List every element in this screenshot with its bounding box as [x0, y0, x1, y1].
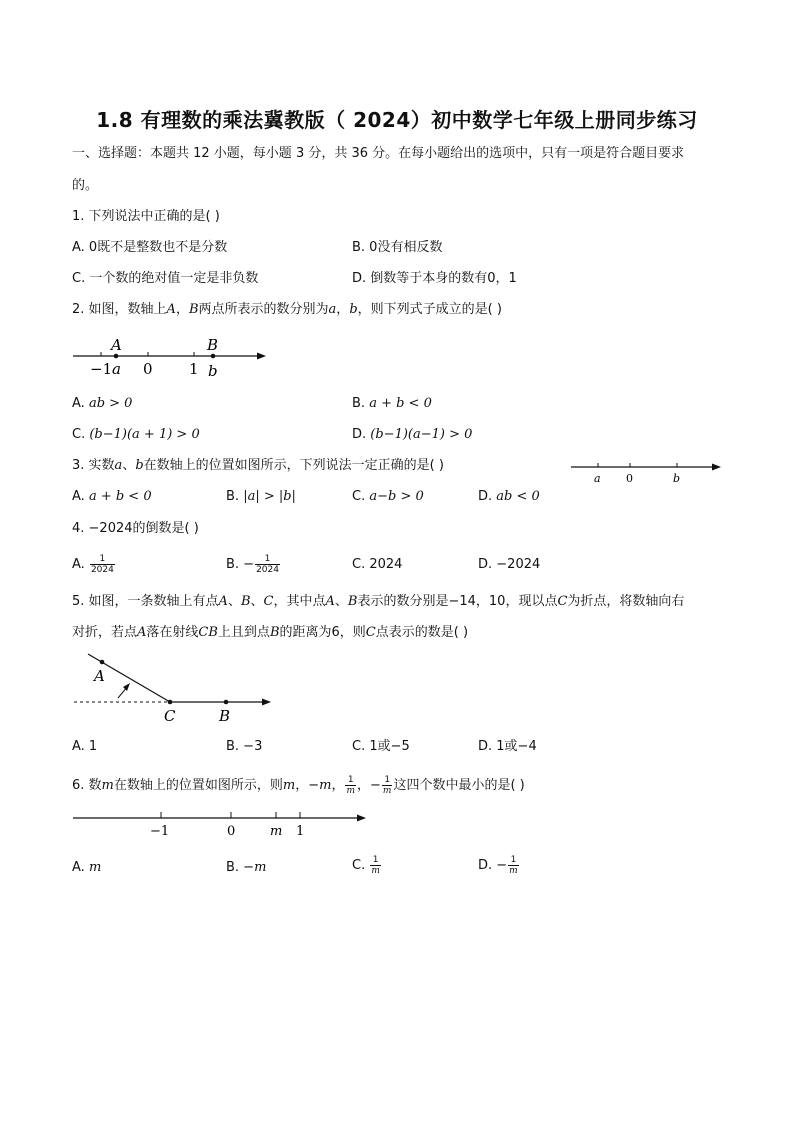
q2-label-A: A — [111, 336, 122, 354]
q2-stem-text: ， — [175, 302, 189, 317]
q3-stem — [72, 458, 444, 474]
q2-option-c-expr: (b−1)(a + 1) > 0 — [89, 427, 200, 442]
q5-stem-text: 、 — [334, 594, 348, 609]
q4-option-b-fraction — [255, 554, 280, 575]
option-letter: C. — [352, 858, 370, 873]
q5-option-a: A. 1 — [72, 739, 98, 754]
q2-point-a — [114, 354, 119, 359]
fraction-denominator: m — [509, 866, 518, 876]
q5-stem-line1 — [72, 594, 684, 610]
q3-stem-text: 在数轴上的位置如图所示，下列说法一定正确的是( ) — [143, 458, 444, 473]
q2-option-b-expr: a + b < 0 — [369, 396, 432, 411]
fraction-numerator: 1 — [255, 554, 280, 565]
q2-stem-text: 两点所表示的数分别为 — [198, 302, 329, 317]
q3-option-b — [226, 489, 296, 505]
q6-label-1: 1 — [296, 824, 305, 839]
q4-option-d: D. −2024 — [478, 557, 541, 572]
fraction-numerator: 1 — [345, 775, 356, 786]
q3-axis-arrow — [712, 464, 721, 471]
q5-stem-line2 — [72, 625, 468, 641]
q5-stem-var: C — [365, 625, 376, 640]
q5-point-c — [168, 700, 173, 705]
q5-stem-text: 5. 如图，一条数轴上有点 — [72, 594, 219, 609]
q4-option-b — [226, 554, 281, 575]
q6-option-d-fraction — [508, 855, 519, 876]
q3-option-b-expr: |a| > |b| — [243, 489, 296, 504]
q1-option-b: B. 0没有相反数 — [352, 240, 443, 255]
q6-option-a-expr: m — [88, 860, 102, 875]
q6-stem-text: ，− — [357, 778, 381, 793]
q5-stem-text: 上且到点 — [217, 625, 270, 640]
q5-stem-text: 点表示的数是( ) — [375, 625, 469, 640]
q2-number-line — [70, 334, 270, 380]
q6-option-d — [478, 855, 520, 876]
q5-stem-text: 、 — [227, 594, 241, 609]
q3-option-c-expr: a−b > 0 — [369, 489, 424, 504]
q6-label-0: 0 — [227, 824, 236, 839]
q2-stem-text: ， — [336, 302, 350, 317]
q2-axis-arrow — [257, 353, 266, 360]
q5-stem-var: A — [218, 594, 228, 609]
q3-option-a — [72, 489, 152, 505]
option-letter: B. − — [226, 860, 255, 875]
option-letter: B. — [226, 489, 244, 504]
fraction-numerator: 1 — [382, 775, 393, 786]
q4-stem: 4. −2024的倒数是( ) — [72, 521, 199, 536]
q2-stem-var: a — [328, 302, 337, 317]
q3-option-c — [352, 489, 424, 505]
q6-stem — [72, 775, 525, 796]
q4-option-a-fraction — [90, 554, 115, 575]
q6-axis-arrow — [357, 815, 366, 822]
q6-stem-text: ， — [331, 778, 345, 793]
q5-option-c: C. 1或−5 — [352, 739, 410, 754]
q1-stem: 1. 下列说法中正确的是( ) — [72, 209, 220, 224]
q6-option-b — [226, 860, 266, 876]
q5-stem-text: 为折点，将数轴向右 — [567, 594, 685, 609]
q2-label-b: b — [208, 362, 218, 380]
q2-option-a-expr: ab > 0 — [88, 396, 133, 411]
q3-stem-text: 3. 实数 — [72, 458, 115, 473]
q3-stem-var: b — [135, 458, 144, 473]
q6-stem-text: 6. 数 — [72, 778, 102, 793]
option-letter: A. — [72, 557, 89, 572]
q5-stem-var: CB — [198, 625, 218, 640]
q5-stem-text: 对折，若点 — [72, 625, 138, 640]
q2-label-minus1: −1 — [90, 360, 113, 378]
q6-option-b-expr: m — [254, 860, 267, 875]
q5-fold-arrowhead — [123, 683, 130, 691]
fraction-numerator: 1 — [508, 855, 519, 866]
option-letter: D. — [478, 489, 497, 504]
q2-label-0: 0 — [143, 360, 153, 378]
q2-stem-text: ，则下列式子成立的是( ) — [357, 302, 502, 317]
fraction-numerator: 1 — [90, 554, 115, 565]
q3-option-d-expr: ab < 0 — [496, 489, 540, 504]
q6-label-m: m — [270, 824, 283, 839]
q5-stem-var: A — [137, 625, 147, 640]
q2-option-d — [352, 427, 472, 443]
q2-option-b — [352, 396, 432, 412]
q2-option-d-expr: (b−1)(a−1) > 0 — [370, 427, 473, 442]
q6-stem-fraction — [345, 775, 356, 796]
q6-stem-text: 在数轴上的位置如图所示，则 — [113, 778, 283, 793]
q5-stem-var: B — [240, 594, 251, 609]
fraction-denominator: 2024 — [90, 565, 114, 575]
q5-point-b — [224, 700, 229, 705]
fraction-denominator: m — [382, 786, 392, 796]
q2-stem-var: A — [166, 302, 176, 317]
q2-label-a: a — [112, 360, 121, 378]
q5-stem-var: B — [347, 594, 358, 609]
q5-stem-text: 、 — [250, 594, 264, 609]
q3-option-d — [478, 489, 540, 505]
q5-stem-text: 表示的数分别是−14，10，现以点 — [357, 594, 558, 609]
q2-point-b — [211, 354, 216, 359]
fraction-denominator: 2024 — [256, 565, 279, 575]
q2-stem — [72, 302, 502, 318]
q6-stem-text: ，− — [295, 778, 320, 793]
q1-option-d: D. 倒数等于本身的数有0，1 — [352, 271, 517, 286]
q5-label-C: C — [164, 707, 176, 725]
fraction-denominator: m — [346, 786, 356, 796]
q6-number-line — [70, 810, 372, 844]
q6-stem-text: 这四个数中最小的是( ) — [393, 778, 525, 793]
section-heading-cont: 的。 — [72, 178, 99, 193]
q3-number-line — [568, 456, 726, 488]
q5-label-A: A — [94, 667, 105, 685]
option-letter: A. — [72, 860, 89, 875]
option-letter: D. − — [478, 858, 508, 873]
q3-label-0: 0 — [626, 472, 633, 485]
section-heading: 一、选择题：本题共 12 小题，每小题 3 分，共 36 分。在每小题给出的选项中，只有一项是符合题目要求 — [72, 146, 685, 161]
q6-option-c — [352, 855, 382, 876]
option-letter: D. — [352, 427, 371, 442]
q5-stem-text: ，其中点 — [273, 594, 326, 609]
q5-stem-text: 的距离为6，则 — [279, 625, 366, 640]
q6-stem-var: m — [319, 778, 332, 793]
q5-stem-var: C — [263, 594, 274, 609]
q5-axis-arrow — [262, 699, 271, 706]
q1-option-a: A. 0既不是整数也不是分数 — [72, 240, 228, 255]
q3-option-a-expr: a + b < 0 — [88, 489, 152, 504]
q5-stem-text: 落在射线 — [146, 625, 199, 640]
q6-label-minus1: −1 — [150, 824, 170, 839]
q6-option-a — [72, 860, 101, 876]
option-letter: C. — [352, 489, 370, 504]
q5-folding-figure — [70, 650, 280, 725]
q5-option-b: B. −3 — [226, 739, 263, 754]
q6-stem-var: m — [282, 778, 296, 793]
q2-option-a — [72, 396, 132, 412]
q5-option-d: D. 1或−4 — [478, 739, 537, 754]
option-letter: A. — [72, 396, 89, 411]
q6-stem-fraction — [382, 775, 393, 796]
q6-option-c-fraction — [370, 855, 381, 876]
option-letter: C. — [72, 427, 90, 442]
option-letter: A. — [72, 489, 89, 504]
q5-stem-var: C — [557, 594, 568, 609]
q5-point-a — [100, 660, 105, 665]
q3-stem-text: 、 — [122, 458, 136, 473]
q5-stem-var: B — [269, 625, 280, 640]
q1-option-c: C. 一个数的绝对值一定是非负数 — [72, 271, 259, 286]
q2-label-1: 1 — [189, 360, 199, 378]
q2-option-c — [72, 427, 200, 443]
q4-option-c: C. 2024 — [352, 557, 403, 572]
q5-label-B: B — [219, 707, 231, 725]
q3-label-b: b — [673, 472, 681, 485]
fraction-denominator: m — [371, 866, 380, 876]
q5-stem-var: A — [325, 594, 335, 609]
q6-stem-var: m — [101, 778, 114, 793]
q2-stem-text: 2. 如图，数轴上 — [72, 302, 167, 317]
q2-stem-var: B — [188, 302, 199, 317]
q2-label-B: B — [207, 336, 219, 354]
q3-label-a: a — [594, 472, 601, 485]
page-title: 1.8 有理数的乘法冀教版（ 2024）初中数学七年级上册同步练习 — [96, 108, 698, 132]
option-letter: B. — [352, 396, 370, 411]
q3-stem-var: a — [114, 458, 123, 473]
fraction-numerator: 1 — [370, 855, 381, 866]
q2-stem-var: b — [349, 302, 358, 317]
q4-option-a — [72, 554, 116, 575]
option-letter: B. − — [226, 557, 255, 572]
